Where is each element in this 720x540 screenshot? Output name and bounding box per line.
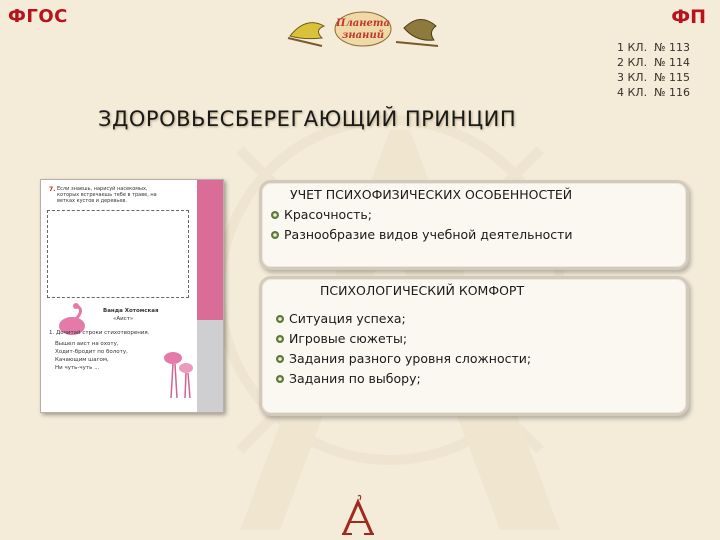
- list-item: [275, 329, 531, 349]
- list-item-label: Ситуация успеха;: [289, 311, 406, 326]
- list-item-label: Красочность;: [284, 207, 372, 222]
- class-list: [617, 40, 690, 100]
- task-line: ветках кустов и деревьев.: [57, 198, 127, 204]
- poem-line: Качающим шагом,: [55, 357, 109, 363]
- flower-bullet-icon: [275, 354, 285, 364]
- list-item-label: Разнообразие видов учебной деятельности: [284, 227, 573, 242]
- list-item: [275, 349, 531, 369]
- block1-list: [270, 205, 573, 245]
- block2-title: ПСИХОЛОГИЧЕСКИЙ КОМФОРТ: [320, 283, 525, 298]
- task-text: [57, 186, 197, 204]
- psychophysical-features-block: [259, 180, 689, 270]
- task2-text: 1. Дочитай строки стихотворения.: [49, 330, 150, 336]
- fp-label: ФП: [671, 6, 706, 28]
- list-item-label: Игровые сюжеты;: [289, 331, 408, 346]
- list-item-label: Задания по выбору;: [289, 371, 421, 386]
- list-item: [275, 309, 531, 329]
- poem-line: Вышел аист на охоту,: [55, 341, 119, 347]
- planeta-znaniy-logo: [278, 2, 448, 54]
- page-title: ЗДОРОВЬЕСБЕРЕГАЮЩИЙ ПРИНЦИП: [98, 107, 517, 131]
- class-item: 3 КЛ. № 115: [617, 71, 690, 84]
- flower-bullet-icon: [270, 210, 280, 220]
- flamingo-icon: [55, 302, 89, 342]
- fgos-label: ФГОС: [8, 6, 68, 27]
- logo-text-line2: знаний: [342, 30, 384, 41]
- list-item: [270, 225, 573, 245]
- drawing-frame: [47, 210, 189, 298]
- block1-title: УЧЕТ ПСИХОФИЗИЧЕСКИХ ОСОБЕННОСТЕЙ: [290, 187, 573, 202]
- page-pink-strip: [197, 180, 223, 320]
- list-item: [275, 369, 531, 389]
- page-grey-strip: [197, 320, 223, 412]
- storks-illustration: [159, 338, 195, 400]
- flower-bullet-icon: [270, 230, 280, 240]
- task-line: которых встречаешь тебе в траве, на: [57, 192, 157, 198]
- flower-bullet-icon: [275, 314, 285, 324]
- author-name: Ванда Хотомская: [103, 308, 159, 314]
- list-item-label: Задания разного уровня сложности;: [289, 351, 532, 366]
- poem-title: «Аист»: [113, 316, 134, 322]
- list-item: [270, 205, 573, 225]
- task-line: Если знаешь, нарисуй насекомых,: [57, 186, 148, 192]
- flower-bullet-icon: [275, 334, 285, 344]
- psychological-comfort-block: [259, 276, 689, 416]
- poem-lines: [55, 340, 128, 372]
- flower-bullet-icon: [275, 374, 285, 384]
- ornamental-a-logo: [340, 494, 376, 536]
- poem-line: Ни чуть-чуть ...: [55, 365, 100, 371]
- textbook-page-image: [40, 179, 224, 413]
- class-item: 1 КЛ. № 113: [617, 41, 690, 54]
- class-item: 4 КЛ. № 116: [617, 86, 690, 99]
- logo-text-line1: Планета: [336, 18, 390, 29]
- poem-line: Ходит-бродит по болоту,: [55, 349, 128, 355]
- class-item: 2 КЛ. № 114: [617, 56, 690, 69]
- task-number: 7.: [49, 186, 56, 193]
- block2-list: [275, 309, 531, 389]
